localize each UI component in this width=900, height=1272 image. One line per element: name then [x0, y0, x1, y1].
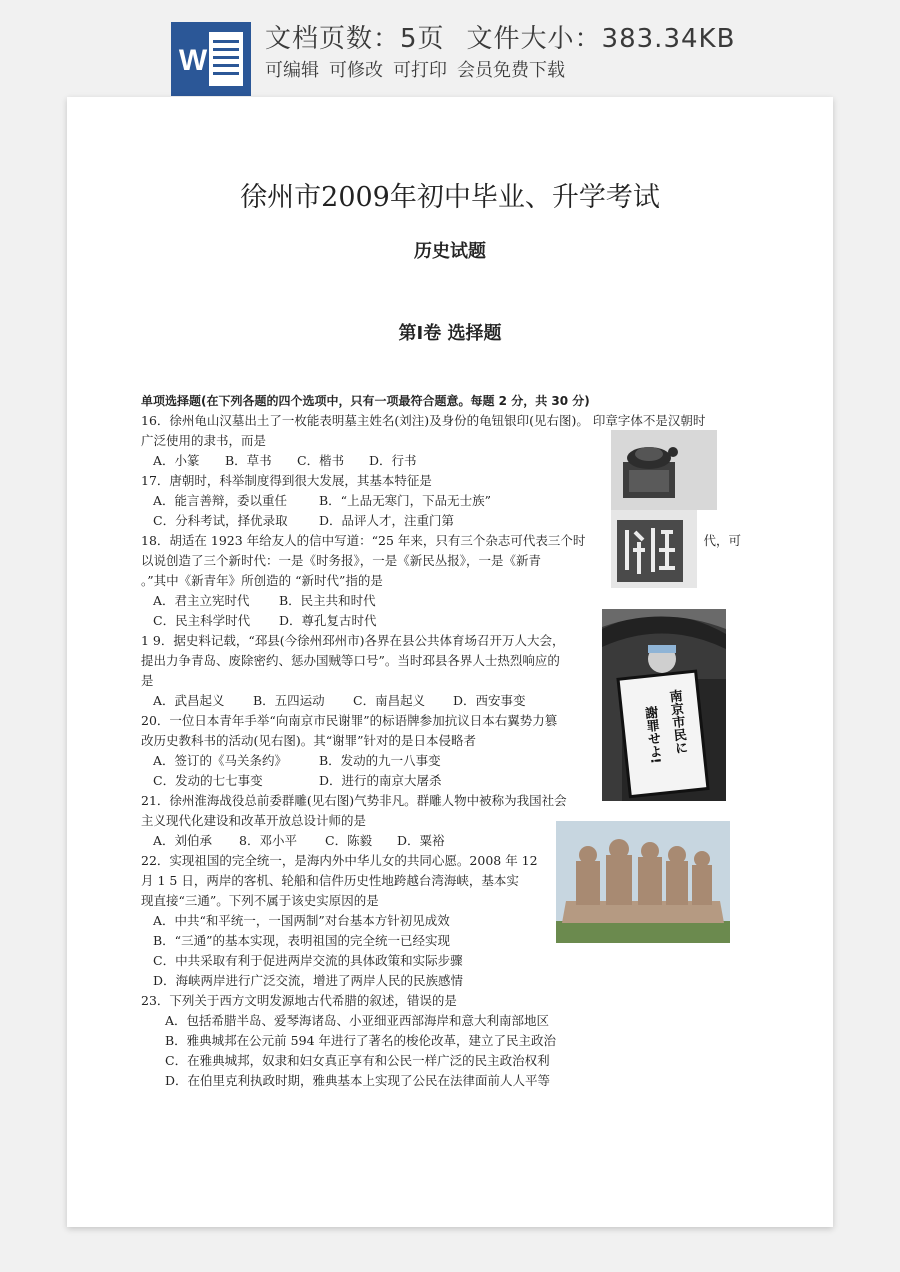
q16-option-c: C．楷书: [297, 453, 345, 468]
q16-option-d: D．行书: [369, 453, 417, 468]
q21-option-a: A．刘伯承: [153, 833, 213, 848]
q23-option-a: A．包括希腊半岛、爱琴海诸岛、小亚细亚西部海岸和意大利南部地区: [165, 1013, 550, 1028]
q22-line2: 月 1 5 日，两岸的客机、轮船和信件历史性地跨越台湾海峡，基本实: [141, 873, 519, 888]
q21-option-d: D．粟裕: [397, 833, 445, 848]
q21-option-c: C．陈毅: [325, 833, 373, 848]
document-info-header: [0, 0, 900, 96]
q16-option-b: B．草书: [225, 453, 272, 468]
q20-option-d: D．进行的南京大屠杀: [319, 773, 442, 788]
q17-option-c: C．分科考试，择优录取: [153, 513, 288, 528]
q18-line2a: 以说创造了三个新时代：一是《时务报》，一是《新民丛报》，一是《新青: [141, 553, 542, 568]
q18-option-b: B．民主共和时代: [279, 593, 376, 608]
file-size: 文件大小：383.34KB: [466, 24, 736, 54]
sign-text-2: 謝罪せよ!: [641, 705, 663, 765]
feature-member-download: 会员免费下载: [457, 60, 565, 81]
word-letter: W: [178, 44, 208, 77]
q18-line1a: 18．胡适在 1923 年给友人的信中写道：“25 年来，只有三个杂志可代表三个时: [141, 533, 586, 548]
q23-option-b: B．雅典城邦在公元前 594 年进行了著名的梭伦改革，建立了民主政治: [165, 1033, 556, 1048]
q17-option-b: B．“上品无寒门，下品无士族”: [319, 493, 491, 508]
q20-line1: 20．一位日本青年手举“向南京市民谢罪”的标语牌参加抗议日本右翼势力篡: [141, 713, 558, 728]
q21-line2: 主义现代化建设和改革开放总设计师的是: [141, 813, 367, 828]
q18-option-d: D．尊孔复古时代: [279, 613, 377, 628]
q17-option-a: A．能言善辩，委以重任: [153, 493, 288, 508]
q19-option-a: A．武昌起义: [153, 693, 225, 708]
q21-option-b: 8．邓小平: [239, 833, 297, 848]
feature-printable: 可打印: [393, 60, 447, 81]
q23-option-d: D．在伯里克利执政时期，雅典基本上实现了公民在法律面前人人平等: [165, 1073, 551, 1088]
q18-option-c: C．民主科学时代: [153, 613, 251, 628]
q17-option-d: D．品评人才，注重门第: [319, 513, 455, 528]
q20-option-b: B．发动的九一八事变: [319, 753, 441, 768]
q19-option-d: D．西安事变: [453, 693, 526, 708]
file-meta: [265, 18, 735, 55]
protester-photo: [602, 609, 726, 801]
q19-line1: 1 9．据史料记载，“邳县(今徐州邳州市)各界在县公共体育场召开万人大会，: [141, 633, 565, 648]
q22-line1: 22．实现祖国的完全统一，是海内外中华儿女的共同心愿。2008 年 12: [141, 853, 538, 868]
sign-text: 南京市民に: [665, 688, 688, 755]
q20-line2: 改历史教科书的活动(见右图)。其“谢罪”针对的是日本侵略者: [141, 733, 477, 748]
q19-line3: 是: [141, 673, 154, 688]
q22-option-c: C．中共采取有利于促进两岸交流的具体政策和实际步骤: [153, 953, 463, 968]
q20-option-c: C．发动的七七事变: [153, 773, 263, 788]
q23-option-c: C．在雅典城邦，奴隶和妇女真正享有和公民一样广泛的民主政治权利: [165, 1053, 550, 1068]
q22-option-d: D．海峡两岸进行广泛交流，增进了两岸人民的民族感情: [153, 973, 464, 988]
word-document-icon: [171, 22, 251, 96]
instructions: 单项选择题(在下列各题的四个选项中，只有一项最符合题意。每题 2 分，共 30 分): [141, 394, 590, 408]
q17-line1: 17．唐朝时，科举制度得到很大发展，其基本特征是: [141, 473, 432, 488]
exam-subtitle: 历史试题: [414, 241, 486, 262]
exam-title: 徐州市2009年初中毕业、升学考试: [240, 182, 660, 213]
q16-line1: 16．徐州龟山汉墓出土了一枚能表明墓主姓名(刘注)及身份的龟钮银印(见右图)。 印章字体不是汉朝时: [141, 413, 706, 428]
feature-editable: 可编辑: [265, 60, 319, 81]
q23-line1: 23．下列关于西方文明发源地古代希腊的叙述，错误的是: [141, 993, 457, 1008]
q22-option-a: A．中共“和平统一，一国两制”对台基本方针初见成效: [153, 913, 450, 928]
q19-line2: 提出力争青岛、废除密约、惩办国贼等口号”。当时邳县各界人士热烈响应的: [141, 653, 560, 668]
feature-modifiable: 可修改: [329, 60, 383, 81]
feature-list: [265, 56, 575, 82]
document-page: [67, 97, 833, 1227]
q22-option-b: B．“三通”的基本实现，表明祖国的完全统一已经实现: [153, 933, 450, 948]
q16-line2: 广泛使用的隶书，而是: [141, 433, 267, 448]
q19-option-b: B．五四运动: [253, 693, 325, 708]
q18-line3: 。”其中《新青年》所创造的 “新时代”指的是: [141, 573, 383, 588]
q18-option-a: A．君主立宪时代: [153, 593, 250, 608]
sculpture-photo: [556, 821, 730, 943]
q18-options-row1: [141, 591, 761, 611]
section-heading: 第Ⅰ卷 选择题: [398, 323, 502, 344]
q16-option-a: A．小篆: [153, 453, 200, 468]
q22-line3: 现直接“三通”。下列不属于该史实原因的是: [141, 893, 379, 908]
turtle-seal-image: [611, 430, 717, 510]
q21-line1: 21．徐州淮海战役总前委群雕(见右图)气势非凡。群雕人物中被称为我国社会: [141, 793, 567, 808]
q19-option-c: C．南昌起义: [353, 693, 426, 708]
q20-option-a: A．签订的《马关条约》: [153, 753, 288, 768]
q18-line1b: 代，可: [703, 533, 741, 548]
seal-imprint-image: [611, 510, 697, 588]
page-count: 文档页数：5页: [265, 24, 445, 54]
